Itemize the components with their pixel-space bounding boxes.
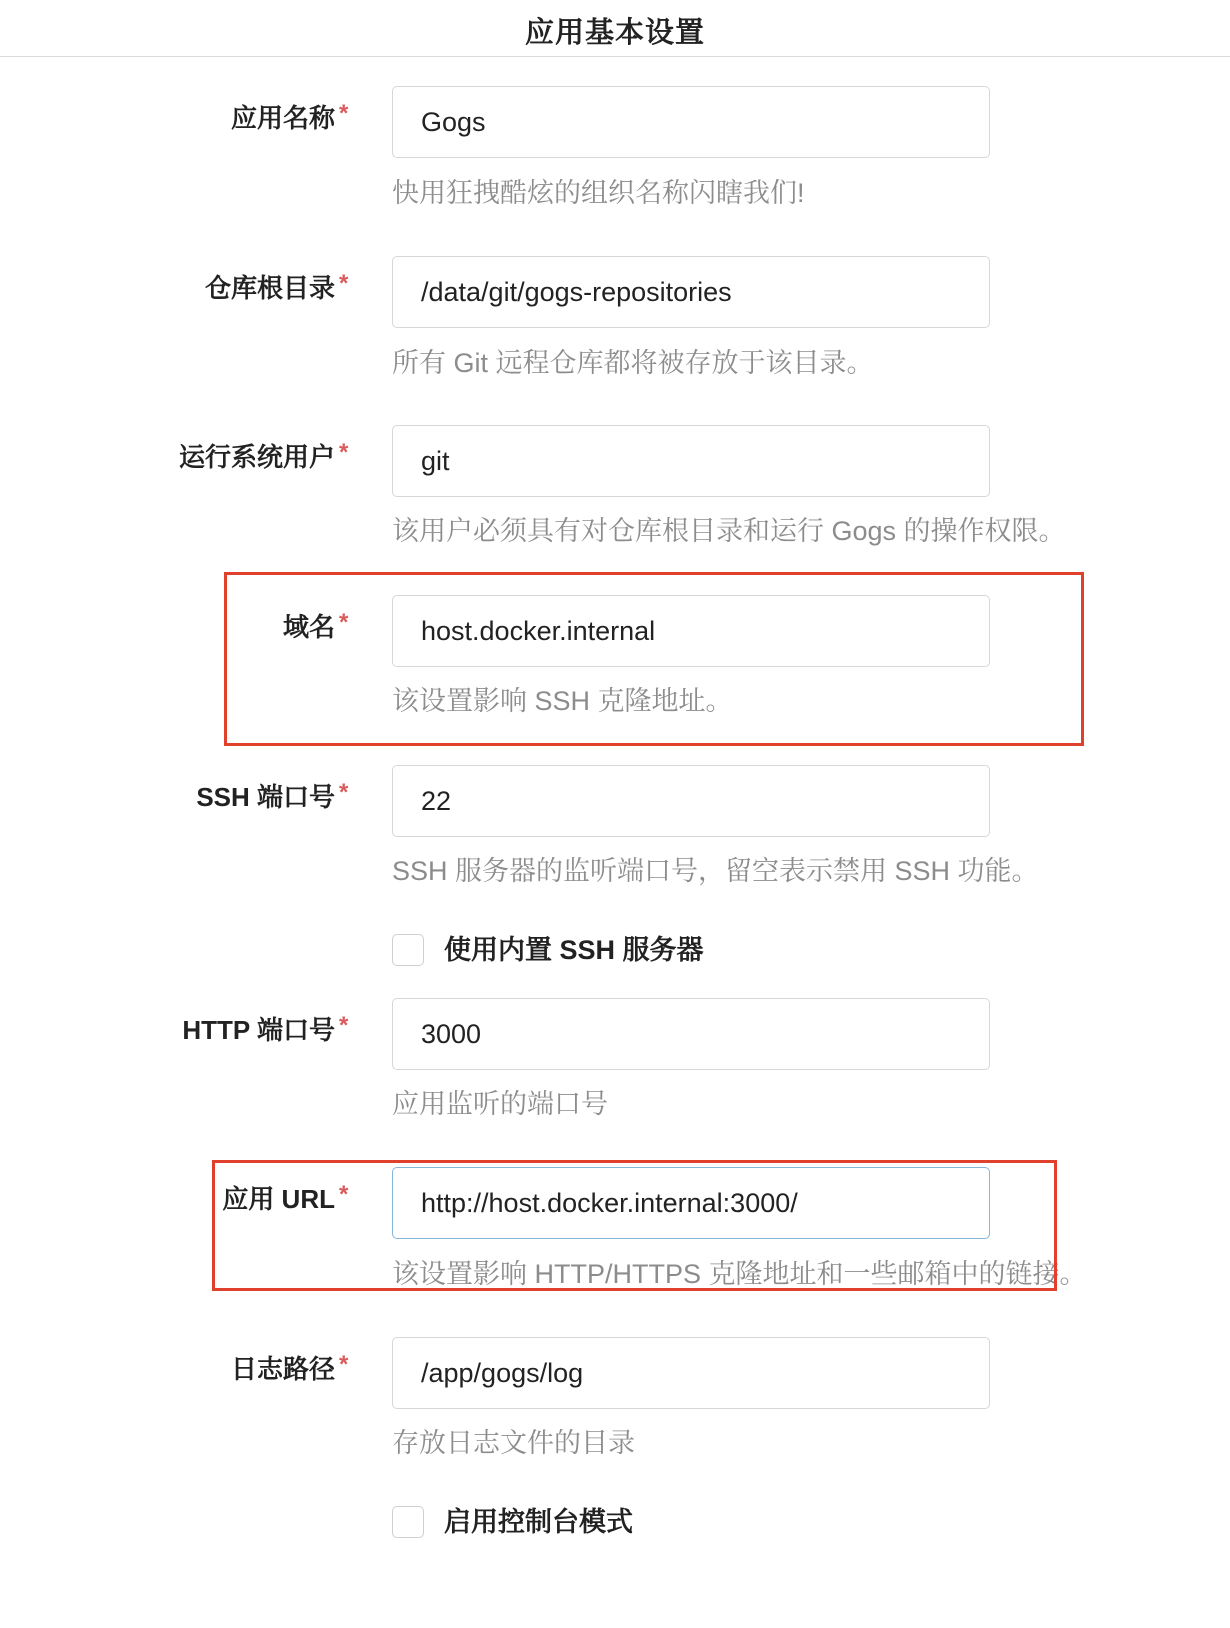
app-name-label: 应用名称: [230, 103, 335, 133]
section-title: 应用基本设置: [524, 17, 705, 49]
app-name-input[interactable]: [392, 86, 990, 158]
builtin-ssh-checkbox-label[interactable]: 使用内置 SSH 服务器: [444, 935, 704, 965]
required-star: *: [339, 609, 349, 636]
required-star: *: [339, 1351, 349, 1378]
domain-help: 该设置影响 SSH 克隆地址。: [392, 686, 733, 716]
http-port-input[interactable]: [392, 998, 990, 1070]
required-star: *: [339, 1012, 349, 1039]
repo-root-label: 仓库根目录: [204, 273, 335, 303]
run-user-label: 运行系统用户: [178, 442, 335, 472]
log-path-input[interactable]: [392, 1337, 990, 1409]
ssh-port-label: SSH 端口号: [196, 782, 335, 812]
required-star: *: [339, 439, 349, 466]
app-url-label: 应用 URL: [222, 1184, 335, 1214]
log-path-label: 日志路径: [230, 1354, 335, 1384]
ssh-port-input[interactable]: [392, 765, 990, 837]
app-url-help: 该设置影响 HTTP/HTTPS 克隆地址和一些邮箱中的链接。: [392, 1259, 1087, 1289]
run-user-input[interactable]: [392, 425, 990, 497]
domain-highlight-box: [224, 572, 1084, 746]
required-star: *: [339, 270, 349, 297]
app-url-highlight-box: [212, 1160, 1057, 1291]
repo-root-help: 所有 Git 远程仓库都将被存放于该目录。: [392, 348, 874, 378]
required-star: *: [339, 100, 349, 127]
repo-root-input[interactable]: [392, 256, 990, 328]
required-star: *: [339, 1181, 349, 1208]
http-port-help: 应用监听的端口号: [392, 1089, 608, 1119]
http-port-label: HTTP 端口号: [182, 1015, 335, 1045]
console-mode-checkbox[interactable]: [392, 1506, 424, 1538]
section-header: [0, 0, 1230, 57]
domain-label: 域名: [282, 612, 335, 642]
builtin-ssh-checkbox[interactable]: [392, 934, 424, 966]
ssh-port-help: SSH 服务器的监听端口号，留空表示禁用 SSH 功能。: [392, 856, 1039, 886]
required-star: *: [339, 779, 349, 806]
console-mode-checkbox-label[interactable]: 启用控制台模式: [444, 1507, 633, 1537]
app-name-help: 快用狂拽酷炫的组织名称闪瞎我们!: [392, 178, 805, 208]
log-path-help: 存放日志文件的目录: [392, 1428, 635, 1458]
run-user-help: 该用户必须具有对仓库根目录和运行 Gogs 的操作权限。: [392, 516, 1066, 546]
